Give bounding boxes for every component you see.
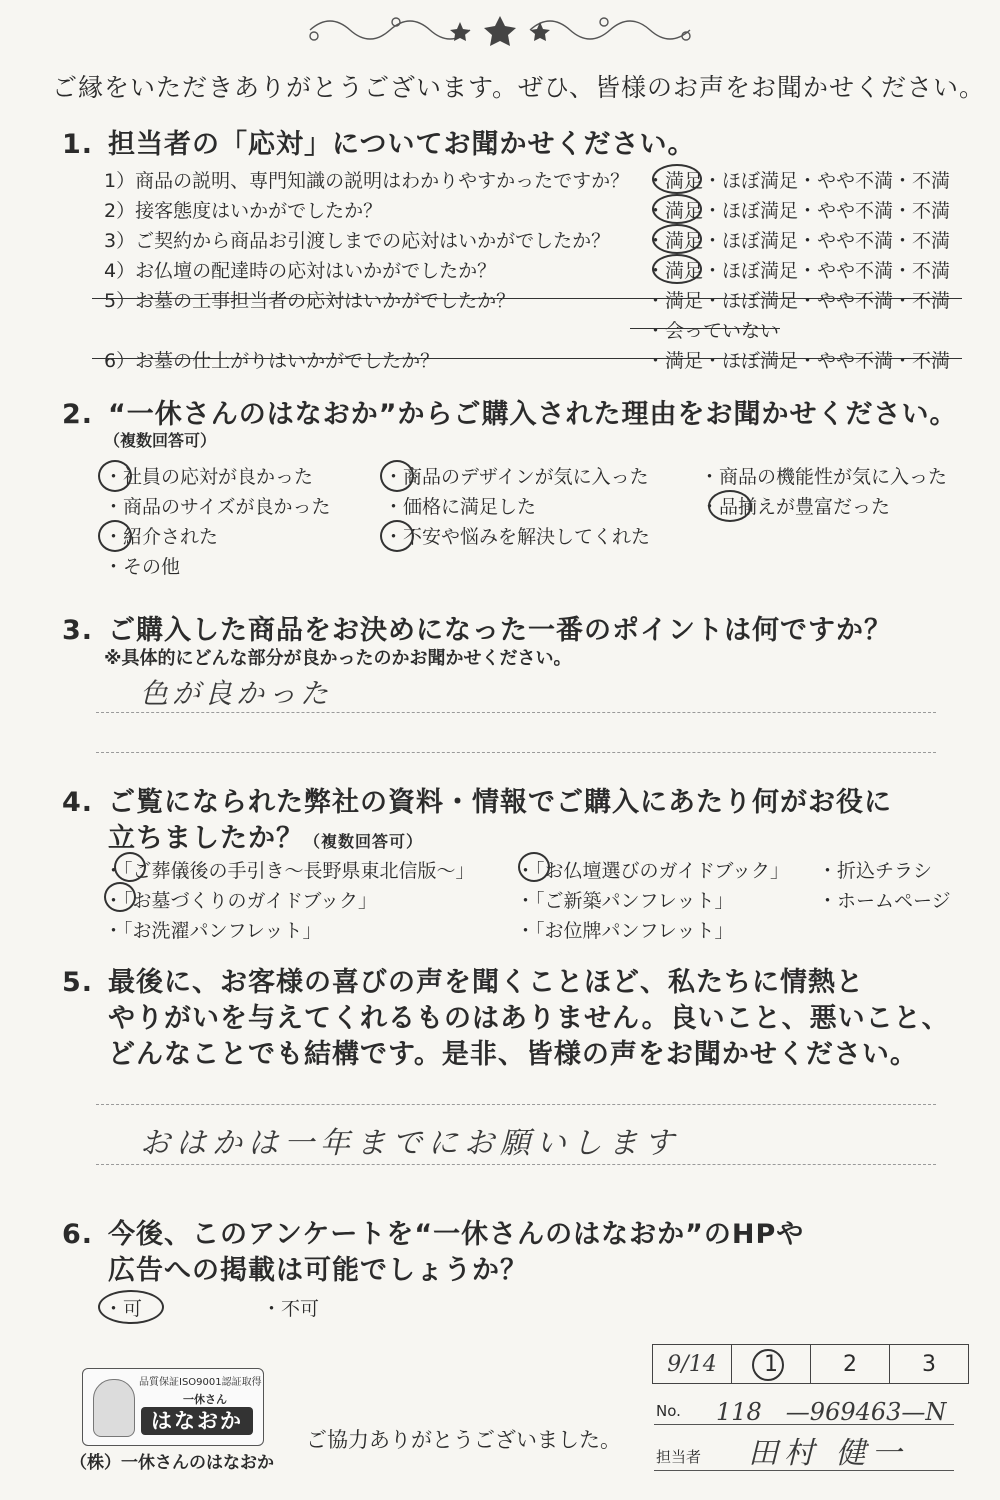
q1-item-1-options[interactable]: ・満足・ほぼ満足・やや不満・不満 bbox=[646, 170, 951, 192]
q6-line1: 今後、このアンケートを“一休さんのはなおか”のHPや bbox=[108, 1219, 805, 1250]
q3-subnote: ※具体的にどんな部分が良かったのかお聞かせください。 bbox=[104, 648, 572, 669]
q5-number: 5. bbox=[62, 967, 94, 998]
answer-circle-mark bbox=[98, 520, 132, 552]
answer-circle-mark bbox=[652, 194, 702, 224]
thanks-message: ご協力ありがとうございました。 bbox=[306, 1428, 621, 1452]
number-underline bbox=[654, 1424, 954, 1425]
q3-title: ご購入した商品をお決めになった一番のポイントは何ですか？ bbox=[108, 615, 892, 646]
logo-small-text: 一休さん bbox=[183, 1393, 227, 1406]
q5-line1: 最後に、お客様の喜びの声を聞くことほど、私たちに情熱と bbox=[108, 967, 864, 998]
q4-heading bbox=[62, 780, 892, 819]
answer-circle-mark bbox=[98, 1290, 164, 1324]
answer-circle-mark bbox=[652, 164, 702, 194]
q4-option-flyer[interactable]: ・折込チラシ bbox=[818, 860, 933, 882]
q1-title: 担当者の「応対」についてお聞かせください。 bbox=[108, 129, 696, 160]
q2-option-staff[interactable]: ・社員の応対が良かった bbox=[104, 466, 314, 488]
number-value[interactable]: 118 —969463—N bbox=[716, 1398, 947, 1426]
q5-heading bbox=[62, 960, 864, 999]
number-label: No. bbox=[656, 1402, 681, 1420]
q3-handwritten-answer[interactable]: 色が良かった bbox=[140, 677, 333, 710]
staff-underline bbox=[654, 1470, 954, 1471]
answer-circle-mark bbox=[708, 490, 752, 522]
date-choice-table bbox=[652, 1344, 969, 1384]
answer-circle-mark bbox=[652, 254, 702, 284]
iso-label: 品質保証ISO9001認証取得 bbox=[139, 1377, 262, 1388]
answer-circle-mark bbox=[652, 224, 702, 254]
q4-option-laundry-pamphlet[interactable]: ・「お洗濯パンフレット」 bbox=[104, 920, 322, 942]
q1-item-6-text: 6）お墓の仕上がりはいかがでしたか？ bbox=[104, 350, 440, 372]
q6-option-yes[interactable]: ・可 bbox=[104, 1298, 143, 1320]
q6-number: 6. bbox=[62, 1219, 94, 1250]
staff-label: 担当者 bbox=[656, 1448, 702, 1466]
staff-name[interactable]: 田村 健一 bbox=[748, 1436, 908, 1471]
q1-item-5-options[interactable]: ・満足・ほぼ満足・やや不満・不満 bbox=[646, 290, 951, 312]
answer-line bbox=[96, 1104, 936, 1105]
q2-number: 2. bbox=[62, 399, 94, 430]
choice-1-cell[interactable]: 1 bbox=[732, 1345, 811, 1384]
q1-item-2-options[interactable]: ・満足・ほぼ満足・やや不満・不満 bbox=[646, 200, 951, 222]
q4-heading-line2 bbox=[108, 816, 423, 855]
q4-option-grave-guide[interactable]: ・「お墓づくりのガイドブック」 bbox=[104, 890, 378, 912]
q5-line3: どんなことでも結構です。是非、皆様の声をお聞かせください。 bbox=[108, 1039, 918, 1070]
q2-option-size[interactable]: ・商品のサイズが良かった bbox=[104, 496, 331, 518]
q4-title-line1: ご覧になられた弊社の資料・情報でご購入にあたり何がお役に bbox=[108, 787, 892, 818]
choice-2-cell[interactable]: 2 bbox=[811, 1345, 890, 1384]
q4-option-butsudan-guide[interactable]: ・「お仏壇選びのガイドブック」 bbox=[516, 860, 790, 882]
q2-heading bbox=[62, 392, 958, 431]
floral-ornament bbox=[300, 8, 700, 52]
answer-line bbox=[96, 712, 936, 713]
logo-brand-text: はなおか bbox=[141, 1407, 253, 1435]
q4-option-ihai-pamphlet[interactable]: ・「お位牌パンフレット」 bbox=[516, 920, 734, 942]
q6-heading bbox=[62, 1212, 804, 1251]
q3-number: 3. bbox=[62, 615, 94, 646]
q2-option-referral[interactable]: ・紹介された bbox=[104, 526, 219, 548]
company-logo bbox=[82, 1368, 264, 1446]
q3-heading bbox=[62, 608, 892, 647]
q5-handwritten-answer[interactable]: おはかは一年までにお願いします bbox=[140, 1126, 680, 1161]
date-cell[interactable]: 9/14 bbox=[653, 1345, 732, 1384]
q5-line2: やりがいを与えてくれるものはありません。良いこと、悪いこと、 bbox=[108, 1003, 950, 1034]
q4-title-line2: 立ちましたか？ bbox=[108, 823, 304, 854]
answer-circle-mark bbox=[380, 520, 414, 552]
answer-circle-mark bbox=[518, 852, 550, 882]
answer-circle-mark bbox=[98, 460, 132, 492]
q2-option-other[interactable]: ・その他 bbox=[104, 556, 181, 578]
answer-circle-mark bbox=[104, 882, 136, 912]
q1-not-met-option[interactable]: ・会っていない bbox=[646, 320, 780, 342]
q4-subnote: （複数回答可） bbox=[304, 832, 424, 851]
q2-option-design[interactable]: ・商品のデザインが気に入った bbox=[384, 466, 649, 488]
q1-item-2-text: 2）接客態度はいかがでしたか？ bbox=[104, 200, 383, 222]
answer-circle-mark bbox=[114, 852, 146, 882]
q4-option-funeral-guide[interactable]: ・「ご葬儀後の手引き〜長野県東北信版〜」 bbox=[104, 860, 475, 882]
answer-circle-mark bbox=[752, 1349, 784, 1381]
q1-item-3-options[interactable]: ・満足・ほぼ満足・やや不満・不満 bbox=[646, 230, 951, 252]
q1-item-3-text: 3）ご契約から商品お引渡しまでの応対はいかがでしたか？ bbox=[104, 230, 611, 252]
q2-option-variety[interactable]: ・品揃えが豊富だった bbox=[700, 496, 891, 518]
q4-number: 4. bbox=[62, 787, 94, 818]
q1-heading bbox=[62, 122, 695, 161]
strike-line bbox=[92, 358, 962, 359]
q2-option-solved[interactable]: ・不安や悩みを解決してくれた bbox=[384, 526, 651, 548]
company-name: （株）一休さんのはなおか bbox=[70, 1453, 274, 1473]
intro-text: ご縁をいただきありがとうございます。ぜひ、皆様のお声をお聞かせください。 bbox=[52, 73, 986, 102]
q1-item-1-text: 1）商品の説明、専門知識の説明はわかりやすかったですか？ bbox=[104, 170, 630, 192]
answer-circle-mark bbox=[380, 460, 414, 492]
q6-line2: 広告への掲載は可能でしょうか？ bbox=[108, 1255, 528, 1286]
q4-option-homepage[interactable]: ・ホームページ bbox=[818, 890, 951, 912]
q1-number: 1. bbox=[62, 129, 94, 160]
answer-line bbox=[96, 752, 936, 753]
q2-option-price[interactable]: ・価格に満足した bbox=[384, 496, 537, 518]
q1-item-4-options[interactable]: ・満足・ほぼ満足・やや不満・不満 bbox=[646, 260, 951, 282]
q4-option-newhome-pamphlet[interactable]: ・「ご新築パンフレット」 bbox=[516, 890, 734, 912]
q1-item-4-text: 4）お仏壇の配達時の応対はいかがでしたか？ bbox=[104, 260, 497, 282]
answer-line bbox=[96, 1164, 936, 1165]
choice-3-cell[interactable]: 3 bbox=[890, 1345, 969, 1384]
q6-option-no[interactable]: ・不可 bbox=[262, 1298, 320, 1320]
q2-option-function[interactable]: ・商品の機能性が気に入った bbox=[700, 466, 948, 488]
q1-item-6-options[interactable]: ・満足・ほぼ満足・やや不満・不満 bbox=[646, 350, 951, 372]
monk-mascot-icon bbox=[93, 1379, 135, 1437]
q2-title: “一休さんのはなおか”からご購入された理由をお聞かせください。 bbox=[108, 399, 958, 430]
q1-item-5-text: 5）お墓の工事担当者の応対はいかがでしたか？ bbox=[104, 290, 516, 312]
strike-line bbox=[630, 328, 780, 329]
strike-line bbox=[92, 298, 962, 299]
q2-subnote: （複数回答可） bbox=[104, 431, 217, 450]
